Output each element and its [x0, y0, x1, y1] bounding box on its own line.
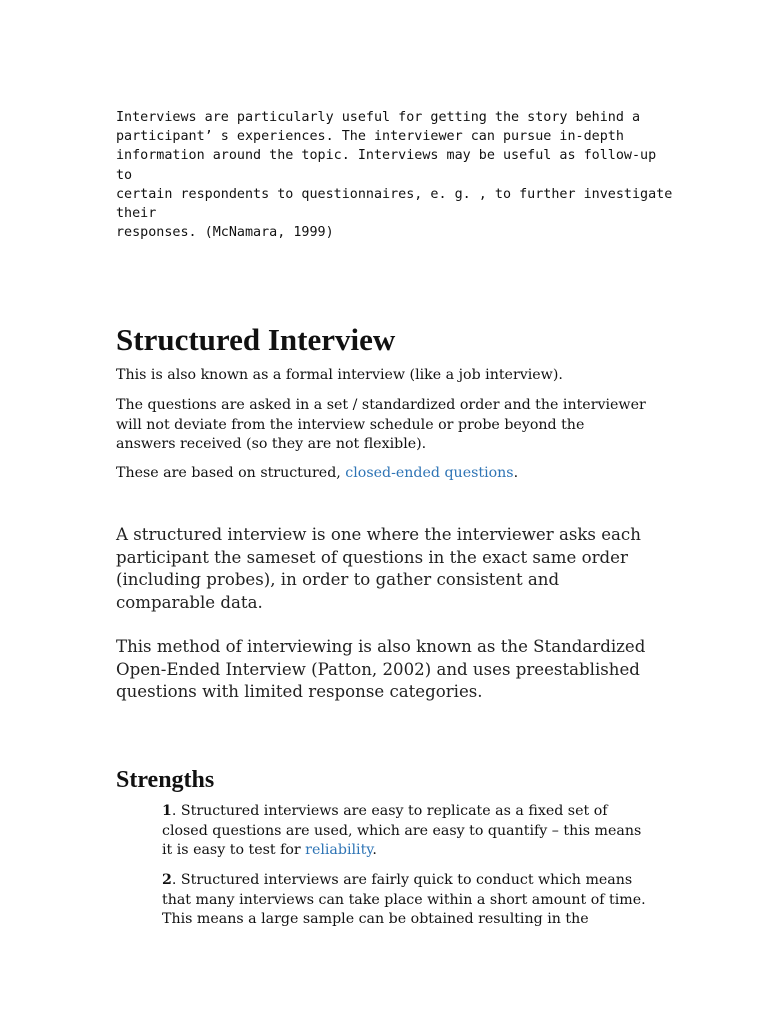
paragraph-line: comparable data. [116, 592, 263, 612]
item-text: that many interviews can take place within a short amount of time. [162, 891, 646, 908]
item-number: 1 [162, 803, 172, 819]
closed-ended-questions-link[interactable]: closed-ended questions [345, 465, 514, 481]
strength-item-2 [162, 871, 662, 930]
paragraph-line: Open-Ended Interview (Patton, 2002) and uses preestablished [116, 659, 640, 679]
item-text: . [372, 842, 377, 859]
paragraph-text: These are based on structured, [116, 465, 346, 481]
intro-line: certain respondents to questionnaires, e. g. , to further investigate their [116, 186, 673, 222]
intro-line: information around the topic. Interviews may be useful as follow-up to [116, 148, 657, 183]
item-text: it is easy to test for [162, 842, 306, 859]
paragraph-line: participant the sameset of questions in the exact same order [116, 547, 628, 567]
item-text: . Structured interviews are easy to replicate as a fixed set of [171, 803, 608, 819]
paragraph-line: (including probes), in order to gather consistent and [116, 570, 560, 590]
closed-questions-paragraph [116, 464, 656, 484]
paragraph-line: answers received (so they are not flexible). [116, 436, 427, 453]
item-number: 2 [162, 872, 172, 888]
paragraph-line: This method of interviewing is also known as the Standardized [116, 637, 646, 656]
paragraph-line: A structured interview is one where the interviewer asks each [116, 525, 641, 544]
item-text: closed questions are used, which are easy to quantify – this means [162, 822, 642, 839]
item-text: This means a large sample can be obtained resulting in the [162, 911, 589, 928]
reliability-link[interactable]: reliability [305, 842, 373, 859]
intro-line: Interviews are particularly useful for getting the story behind a [116, 110, 641, 125]
formal-interview-paragraph: This is also known as a formal interview (like a job interview). [116, 367, 563, 383]
paragraph-line: will not deviate from the interview schedule or probe beyond the [116, 416, 585, 433]
intro-paragraph [116, 108, 676, 242]
paragraph-text: . [513, 465, 519, 481]
paragraph-line: questions with limited response categories. [116, 682, 483, 702]
intro-line: responses. (McNamara, 1999) [116, 225, 334, 241]
standardized-open-ended-paragraph [116, 636, 676, 704]
standardized-order-paragraph [116, 396, 656, 455]
paragraph-line: The questions are asked in a set / standardized order and the interviewer [116, 397, 646, 413]
structured-interview-heading: Structured Interview [116, 322, 396, 357]
item-text: . Structured interviews are fairly quick to conduct which means [171, 872, 633, 888]
intro-line: participant’ s experiences. The interviewer can pursue in-depth [116, 129, 624, 145]
strengths-heading: Strengths [116, 767, 215, 793]
strength-item-1 [162, 802, 662, 861]
definition-paragraph [116, 524, 676, 614]
